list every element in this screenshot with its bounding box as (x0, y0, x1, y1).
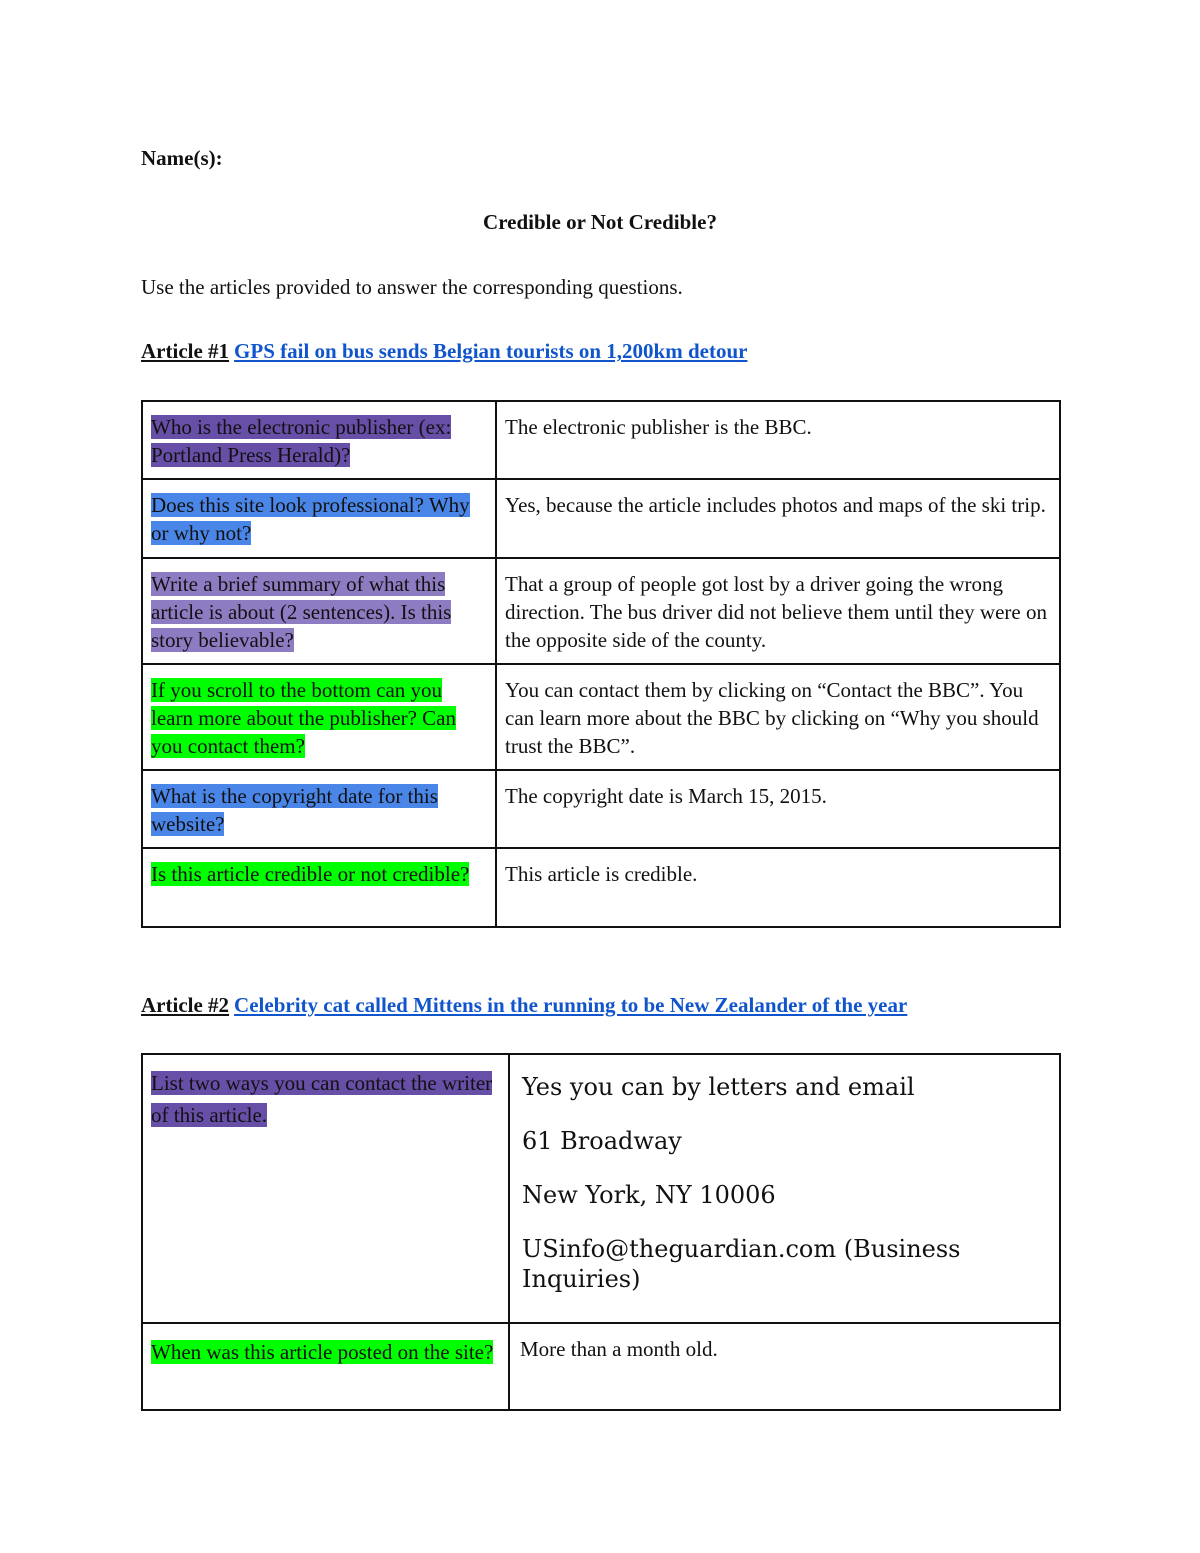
question-cell (142, 479, 496, 558)
answer-cell[interactable]: Yes, because the article includes photos and maps of the ski trip. (496, 479, 1060, 558)
article-1-table (141, 400, 1061, 928)
answer-cell[interactable] (509, 1054, 1060, 1323)
question-cell (142, 401, 496, 479)
question-cell (142, 848, 496, 927)
article-2-heading (141, 993, 907, 1018)
article-1-heading (141, 339, 747, 364)
table-row (142, 770, 1060, 848)
question-text: Does this site look professional? Why or why not? (151, 493, 470, 545)
article-1-link[interactable]: GPS fail on bus sends Belgian tourists on 1,200km detour (234, 339, 748, 363)
table-row (142, 848, 1060, 927)
answer-line: USinfo@theguardian.com (Business Inquiries) (522, 1235, 961, 1293)
instructions-text: Use the articles provided to answer the corresponding questions. (141, 275, 683, 299)
table-row (142, 1054, 1060, 1323)
question-text: When was this article posted on the site? (151, 1340, 494, 1364)
table-row (142, 558, 1060, 664)
answer-cell[interactable]: This article is credible. (496, 848, 1060, 927)
table-row (142, 1323, 1060, 1410)
answer-cell[interactable]: You can contact them by clicking on “Contact the BBC”. You can learn more about the BBC by clicking on “Why you should trust the BBC”. (496, 664, 1060, 770)
article-2-table (141, 1053, 1061, 1411)
answer-line: Yes you can by letters and email (522, 1073, 915, 1101)
article-2-link[interactable]: Celebrity cat called Mittens in the running to be New Zealander of the year (234, 993, 908, 1017)
question-text: What is the copyright date for this website? (151, 784, 438, 836)
answer-line: 61 Broadway (522, 1127, 682, 1155)
question-text: List two ways you can contact the writer of this article. (151, 1071, 493, 1127)
question-cell (142, 1054, 509, 1323)
question-cell (142, 770, 496, 848)
question-text: Write a brief summary of what this article is about (2 sentences). Is this story believable? (151, 572, 452, 652)
answer-cell[interactable]: The electronic publisher is the BBC. (496, 401, 1060, 479)
answer-cell[interactable]: The copyright date is March 15, 2015. (496, 770, 1060, 848)
question-text: If you scroll to the bottom can you learn more about the publisher? Can you contact them? (151, 678, 456, 758)
name-label: Name(s): (141, 146, 223, 170)
answer-line: New York, NY 10006 (522, 1181, 776, 1209)
question-cell (142, 664, 496, 770)
answer-cell[interactable]: More than a month old. (509, 1323, 1060, 1410)
article-1-label: Article #1 (141, 339, 230, 363)
question-text: Is this article credible or not credible? (151, 862, 470, 886)
page-title: Credible or Not Credible? (483, 210, 717, 234)
question-cell (142, 1323, 509, 1410)
table-row (142, 664, 1060, 770)
question-text: Who is the electronic publisher (ex: Portland Press Herald)? (151, 415, 452, 467)
question-cell (142, 558, 496, 664)
article-2-label: Article #2 (141, 993, 230, 1017)
answer-cell[interactable]: That a group of people got lost by a driver going the wrong direction. The bus driver did not believe them until they were on the opposite side of the county. (496, 558, 1060, 664)
table-row (142, 401, 1060, 479)
table-row (142, 479, 1060, 558)
